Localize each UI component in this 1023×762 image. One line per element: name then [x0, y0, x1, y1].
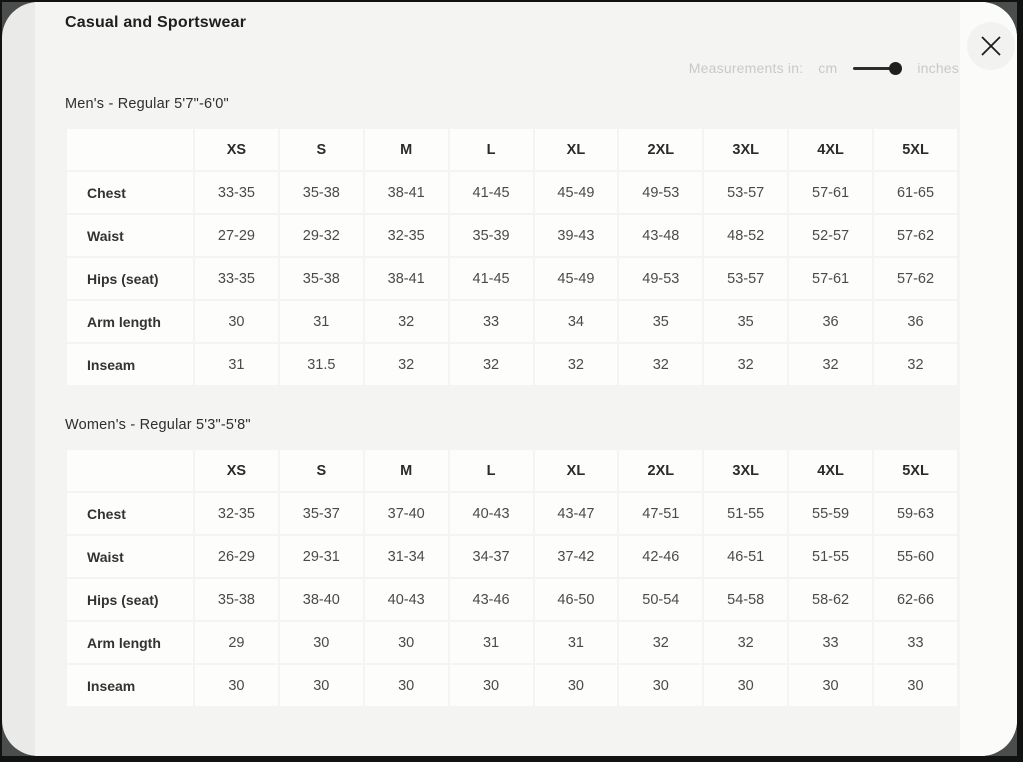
size-value-cell: 42-46	[619, 536, 702, 577]
size-value-cell: 57-62	[874, 258, 957, 299]
size-value-cell: 27-29	[195, 215, 278, 256]
womens-size-table-container	[65, 448, 959, 708]
measurement-unit-control	[689, 60, 959, 76]
size-value-cell: 51-55	[789, 536, 872, 577]
size-value-cell: 61-65	[874, 172, 957, 213]
size-value-cell: 53-57	[704, 258, 787, 299]
table-row	[67, 579, 957, 620]
size-value-cell: 30	[280, 622, 363, 663]
measurement-unit-label: Measurements in:	[688, 60, 804, 76]
size-value-cell: 62-66	[874, 579, 957, 620]
size-value-cell: 37-40	[365, 493, 448, 534]
measurement-row-label: Hips (seat)	[67, 258, 193, 299]
size-column-header: 5XL	[874, 129, 957, 170]
size-value-cell: 31-34	[365, 536, 448, 577]
size-value-cell: 57-61	[789, 258, 872, 299]
size-value-cell: 32	[535, 344, 618, 385]
measurement-row-label: Arm length	[67, 622, 193, 663]
size-column-header: M	[365, 450, 448, 491]
modal-right-gutter	[960, 2, 1017, 756]
modal-title: Casual and Sportswear	[65, 14, 247, 31]
close-button[interactable]	[967, 22, 1015, 70]
size-value-cell: 59-63	[874, 493, 957, 534]
table-row	[67, 665, 957, 706]
page-panel	[2, 2, 1017, 756]
table-row	[67, 493, 957, 534]
size-value-cell: 47-51	[619, 493, 702, 534]
size-value-cell: 31	[280, 301, 363, 342]
size-header-row	[67, 129, 957, 170]
size-value-cell: 55-59	[789, 493, 872, 534]
size-value-cell: 57-62	[874, 215, 957, 256]
size-value-cell: 46-51	[704, 536, 787, 577]
size-column-header: S	[280, 129, 363, 170]
size-value-cell: 41-45	[450, 258, 533, 299]
size-value-cell: 30	[365, 622, 448, 663]
size-value-cell: 48-52	[704, 215, 787, 256]
size-header-row	[67, 450, 957, 491]
table-row	[67, 172, 957, 213]
slider-knob-icon[interactable]	[889, 62, 902, 75]
size-value-cell: 36	[789, 301, 872, 342]
size-column-header: M	[365, 129, 448, 170]
size-value-cell: 30	[704, 665, 787, 706]
size-value-cell: 43-48	[619, 215, 702, 256]
size-value-cell: 30	[789, 665, 872, 706]
size-value-cell: 35-39	[450, 215, 533, 256]
size-value-cell: 31	[450, 622, 533, 663]
size-value-cell: 32-35	[365, 215, 448, 256]
size-value-cell: 32	[704, 622, 787, 663]
size-value-cell: 38-41	[365, 258, 448, 299]
table-row	[67, 301, 957, 342]
size-value-cell: 31	[535, 622, 618, 663]
size-value-cell: 51-55	[704, 493, 787, 534]
size-value-cell: 34	[535, 301, 618, 342]
size-value-cell: 30	[195, 301, 278, 342]
size-value-cell: 33	[789, 622, 872, 663]
size-value-cell: 30	[450, 665, 533, 706]
size-value-cell: 40-43	[365, 579, 448, 620]
size-value-cell: 35-38	[195, 579, 278, 620]
corner-cell	[67, 129, 193, 170]
size-value-cell: 38-40	[280, 579, 363, 620]
measurement-row-label: Waist	[67, 536, 193, 577]
size-value-cell: 43-47	[535, 493, 618, 534]
size-value-cell: 32	[365, 344, 448, 385]
table-row	[67, 258, 957, 299]
size-value-cell: 30	[280, 665, 363, 706]
size-value-cell: 35-38	[280, 172, 363, 213]
size-value-cell: 33-35	[195, 258, 278, 299]
unit-option-cm[interactable]: cm	[818, 60, 838, 76]
section-label-mens: Men's - Regular 5'7"-6'0"	[65, 96, 229, 112]
size-chart-table	[65, 448, 959, 708]
measurement-row-label: Waist	[67, 215, 193, 256]
size-value-cell: 32	[365, 301, 448, 342]
size-column-header: 4XL	[789, 129, 872, 170]
size-value-cell: 32	[704, 344, 787, 385]
size-value-cell: 37-42	[535, 536, 618, 577]
size-value-cell: 32	[874, 344, 957, 385]
size-value-cell: 58-62	[789, 579, 872, 620]
size-column-header: 2XL	[619, 450, 702, 491]
size-guide-modal	[35, 2, 1017, 756]
size-column-header: XS	[195, 450, 278, 491]
close-icon	[978, 33, 1004, 59]
unit-toggle-slider[interactable]	[853, 61, 900, 75]
size-value-cell: 26-29	[195, 536, 278, 577]
size-value-cell: 34-37	[450, 536, 533, 577]
size-value-cell: 33	[450, 301, 533, 342]
size-value-cell: 46-50	[535, 579, 618, 620]
size-value-cell: 30	[365, 665, 448, 706]
size-column-header: 3XL	[704, 450, 787, 491]
size-value-cell: 54-58	[704, 579, 787, 620]
size-value-cell: 33-35	[195, 172, 278, 213]
size-column-header: S	[280, 450, 363, 491]
size-value-cell: 35	[619, 301, 702, 342]
size-value-cell: 33	[874, 622, 957, 663]
size-value-cell: 30	[535, 665, 618, 706]
table-row	[67, 622, 957, 663]
size-value-cell: 30	[874, 665, 957, 706]
size-column-header: XL	[535, 450, 618, 491]
size-value-cell: 50-54	[619, 579, 702, 620]
measurement-row-label: Hips (seat)	[67, 579, 193, 620]
size-value-cell: 40-43	[450, 493, 533, 534]
size-value-cell: 45-49	[535, 258, 618, 299]
size-value-cell: 31	[195, 344, 278, 385]
table-row	[67, 215, 957, 256]
size-column-header: L	[450, 129, 533, 170]
measurement-row-label: Chest	[67, 172, 193, 213]
size-value-cell: 32	[619, 622, 702, 663]
size-value-cell: 41-45	[450, 172, 533, 213]
size-value-cell: 30	[195, 665, 278, 706]
measurement-row-label: Arm length	[67, 301, 193, 342]
size-column-header: 4XL	[789, 450, 872, 491]
size-value-cell: 38-41	[365, 172, 448, 213]
size-column-header: 2XL	[619, 129, 702, 170]
measurement-row-label: Inseam	[67, 344, 193, 385]
size-value-cell: 29	[195, 622, 278, 663]
corner-cell	[67, 450, 193, 491]
size-value-cell: 49-53	[619, 172, 702, 213]
size-value-cell: 32	[619, 344, 702, 385]
measurement-row-label: Inseam	[67, 665, 193, 706]
size-value-cell: 35-37	[280, 493, 363, 534]
table-row	[67, 536, 957, 577]
size-value-cell: 55-60	[874, 536, 957, 577]
size-value-cell: 30	[619, 665, 702, 706]
size-value-cell: 35-38	[280, 258, 363, 299]
size-value-cell: 45-49	[535, 172, 618, 213]
unit-option-inches[interactable]: inches	[917, 60, 959, 76]
size-value-cell: 32	[789, 344, 872, 385]
size-value-cell: 57-61	[789, 172, 872, 213]
size-value-cell: 53-57	[704, 172, 787, 213]
measurement-row-label: Chest	[67, 493, 193, 534]
mens-size-table-container	[65, 127, 959, 387]
size-column-header: L	[450, 450, 533, 491]
section-label-womens: Women's - Regular 5'3"-5'8"	[65, 417, 251, 433]
size-column-header: 5XL	[874, 450, 957, 491]
table-row	[67, 344, 957, 385]
size-value-cell: 29-32	[280, 215, 363, 256]
size-column-header: XS	[195, 129, 278, 170]
size-column-header: XL	[535, 129, 618, 170]
size-value-cell: 36	[874, 301, 957, 342]
size-value-cell: 39-43	[535, 215, 618, 256]
size-value-cell: 43-46	[450, 579, 533, 620]
size-value-cell: 32-35	[195, 493, 278, 534]
size-value-cell: 32	[450, 344, 533, 385]
size-value-cell: 35	[704, 301, 787, 342]
size-chart-table	[65, 127, 959, 387]
size-value-cell: 49-53	[619, 258, 702, 299]
size-value-cell: 52-57	[789, 215, 872, 256]
size-value-cell: 29-31	[280, 536, 363, 577]
size-value-cell: 31.5	[280, 344, 363, 385]
size-column-header: 3XL	[704, 129, 787, 170]
